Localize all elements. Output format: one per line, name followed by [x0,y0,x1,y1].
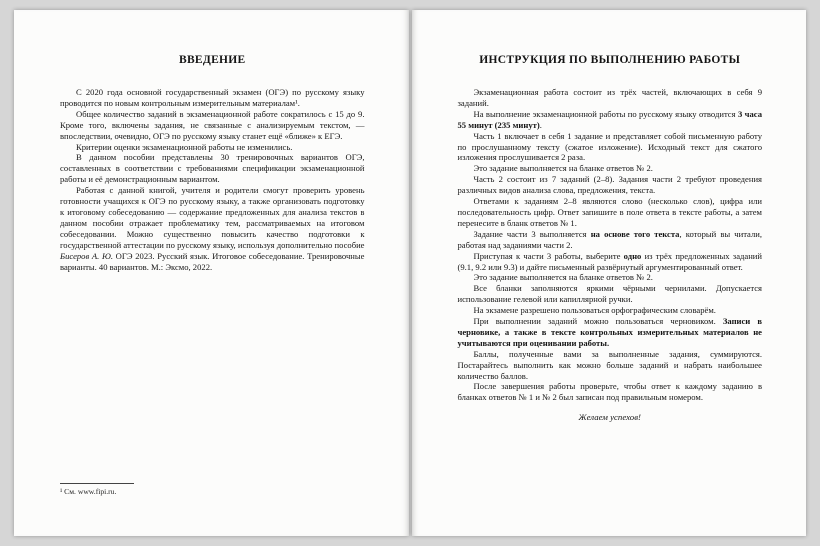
paragraph: Экзаменационная работа состоит из трёх частей, включающих в себя 9 заданий. [457,87,762,108]
paragraph: Баллы, полученные вами за выполненные задания, суммируются. Постарайтесь выполнить как можно больше заданий и набрать наибольшее количество баллов. [457,348,762,381]
footnote-divider [60,483,134,484]
paragraph: Приступая к части 3 работы, выберите одно из трёх предложенных заданий (9.1, 9.2 или 9.3) и дайте письменный развёрнутый аргументированный ответ. [457,250,762,272]
footnote-text: ¹ См. www.fipi.ru. [60,487,117,496]
paragraph: После завершения работы проверьте, чтобы ответ к каждому заданию в бланках ответов № 1 и № 2 был записан под правильным номером. [457,381,762,403]
paragraph: С 2020 года основной государственный экзамен (ОГЭ) по русскому языку проводится по новым контрольным измерительным материалам¹. [60,87,365,108]
paragraph: Это задание выполняется на бланке ответов № 2. [473,272,653,283]
paragraph: На экзамене разрешено пользоваться орфографическим словарём. [473,305,716,316]
paragraph: Часть 2 состоит из 7 заданий (2–8). Задания части 2 требуют проведения различных видов анализа слова, предложения, текста. [457,174,762,196]
paragraph: Общее количество заданий в экзаменационной работе сократилось с 15 до 9. Кроме того, включены задания, не связанные с анализируемым текстом, — впоследствии, очевидно, ОГЭ по русскому языку станет ещё «ближе» к ЕГЭ. [60,108,365,141]
footnote-area [60,483,365,496]
paragraph: Часть 1 включает в себя 1 задание и представляет собой письменную работу по прослушанному тексту (сжатое изложение). Исходный текст для сжатого изложения прослушивается 2 раза. [457,130,762,163]
page-right-instructions [412,10,807,536]
paragraph: Задание части 3 выполняется на основе того текста, который вы читали, работая над заданиями части 2. [457,228,762,250]
instructions-body [458,87,763,403]
paragraph: Все бланки заполняются яркими чёрными чернилами. Допускается использование гелевой или капиллярной ручки. [457,283,762,305]
introduction-body [60,87,365,272]
instructions-title: ИНСТРУКЦИЯ ПО ВЫПОЛНЕНИЮ РАБОТЫ [479,54,741,66]
paragraph: Работая с данной книгой, учителя и родители смогут проверить уровень готовности учащихся к ОГЭ по русскому языку, а также организовать подготовку к итоговому собеседованию — содержание предложенных для анализа текстов в данном пособии отражает проблематику тем, рассматриваемых на итоговом собеседовании. Можно существенно повысить качество подготовки к государственной аттестации по русскому языку, используя дополнительно пособие Бисеров А. Ю. ОГЭ 2023. Русский язык. Итоговое собеседование. Тренировочные варианты. 40 вариантов. М.: Эксмо, 2022. [60,185,365,272]
closing-wish-text: Желаем успехов! [578,412,641,423]
paragraph: При выполнении заданий можно пользоваться черновиком. Записи в черновике, а также в тексте контрольных измерительных материалов не учитываются при оценивании работы. [457,316,762,348]
paragraph: Критерии оценки экзаменационной работы не изменились. [76,141,293,152]
paragraph: Это задание выполняется на бланке ответов № 2. [473,163,653,174]
paragraph: В данном пособии представлены 30 тренировочных вариантов ОГЭ, составленных в соответствии с требованиями спецификации экзаменационной работы и её демонстрационным вариантом. [60,152,365,185]
paragraph: Ответами к заданиям 2–8 являются слово (несколько слов), цифра или последовательность цифр. Ответ запишите в поле ответа в тексте работы, а затем перенесите в бланк ответов № 1. [457,196,762,228]
introduction-title: ВВЕДЕНИЕ [178,54,246,66]
paragraph: На выполнение экзаменационной работы по русскому языку отводится 3 часа 55 минут (235 минут). [457,108,762,130]
page-left-introduction [14,10,409,536]
